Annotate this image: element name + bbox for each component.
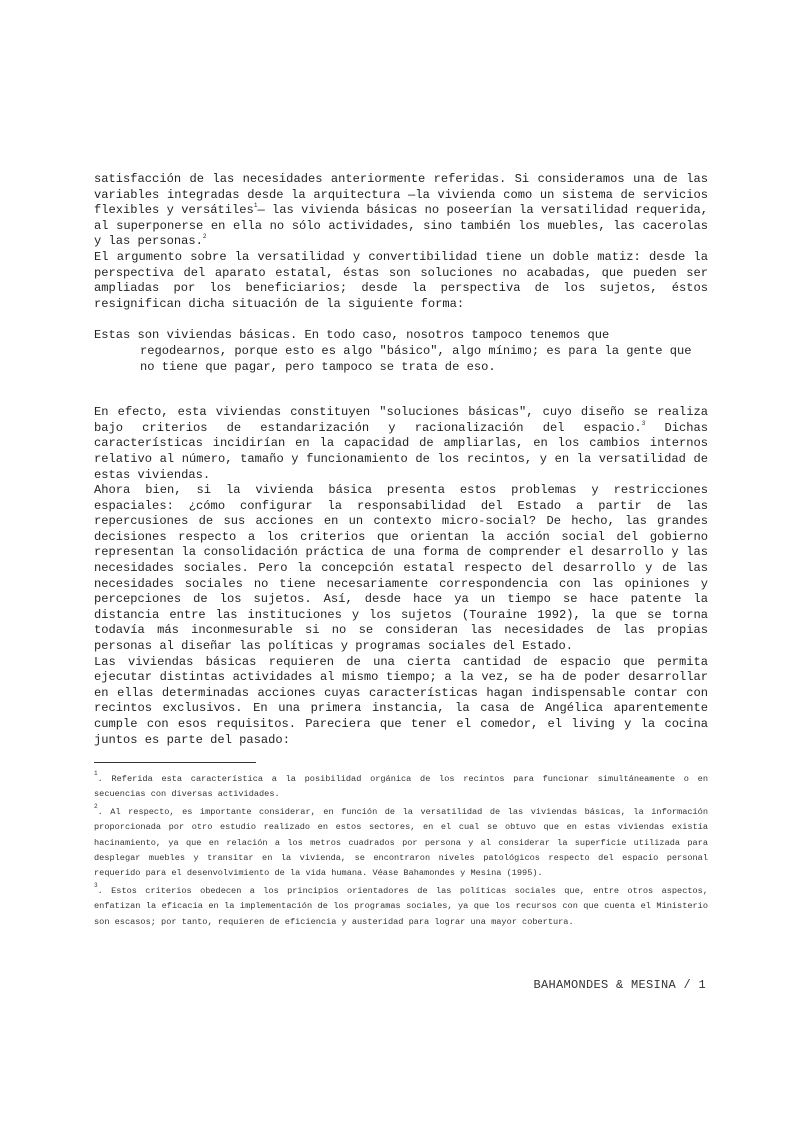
paragraph-5: Las viviendas básicas requieren de una cierta cantidad de espacio que permita ejecutar distintas actividades al mismo tiempo; a la vez, se ha de poder desarrollar en ellas determinadas acciones cuyas características hagan indispensable contar con recintos exclusivos. En una primera instancia, la casa de Angélica aparentemente cumple con esos requisitos. Pareciera que tener el comedor, el living y la cocina juntos es parte del pasado:	[94, 654, 708, 747]
paragraph-3: En efecto, esta viviendas constituyen "soluciones básicas", cuyo diseño se realiza bajo criterios de estandarización y racionalización del espacio.$^3$ Dichas características incidirían en la capacidad de ampliarlas, en los cambios internos relativo al número, tamaño y funcionamiento de los recintos, y en la versatilidad de estas viviendas.	[94, 405, 708, 482]
footnote-3: $^3$. Estos criterios obedecen a los principios orientadores de las políticas sociales que, entre otros aspectos, enfatizan la eficacia en la implementación de los programas sociales, ya que los recursos con que cuenta el Ministerio son escasos; por tanto, requieren de eficiencia y austeridad para lograr una mayor cobertura.	[94, 881, 708, 927]
block-quote	[94, 328, 708, 375]
footnotes	[94, 772, 708, 932]
paragraph-4: Ahora bien, si la vivienda básica presenta estos problemas y restricciones espaciales: ¿cómo configurar la responsabilidad del Estado a partir de las repercusiones de sus acciones en un contexto micro-social? De hecho, las grandes decisiones respecto a los criterios que orientan la acción social del gobierno representan la consolidación práctica de una forma de comprender el desarrollo y las necesidades sociales. Pero la concepción estatal respecto del desarrollo y de las necesidades sociales no tiene necesariamente correspondencia con las opiniones y percepciones de los sujetos. Así, desde hace ya un tiempo se hace patente la distancia entre las instituciones y los sujetos (Touraine 1992), la que se torna todavía más inconmesurable si no se consideran las necesidades de las propias personas al diseñar las políticas y programas sociales del Estado.	[94, 483, 708, 654]
footnote-2: $^2$. Al respecto, es importante considerar, en función de la versatilidad de las viviendas básicas, la información proporcionada por otro estudio realizado en estos sectores, en el cual se obtuvo que en estas viviendas existía hacinamiento, ya que en relación a los metros cuadrados por persona y al considerar la superficie utilizada para desplegar muebles y transitar en la vivienda, se encontraron niveles patológicos respecto del espacio personal requerido para el desenvolvimiento de la vida humana. Véase Bahamondes y Mesina (1995).	[94, 802, 708, 879]
running-footer: BAHAMONDES & MESINA / 1	[533, 978, 706, 992]
quote-first-line: Estas son viviendas básicas. En todo caso, nosotros tampoco tenemos que	[94, 328, 610, 343]
paragraph-2: El argumento sobre la versatilidad y convertibilidad tiene un doble matiz: desde la perspectiva del aparato estatal, éstas son soluciones no acabadas, que pueden ser ampliadas por los beneficiarios; desde la perspectiva de los sujetos, éstos resignifican dicha situación de la siguiente forma:	[94, 249, 708, 311]
footnote-ref-1[interactable]: 1	[253, 202, 258, 210]
footnote-ref-3[interactable]: 3	[641, 419, 646, 427]
footnote-divider	[94, 762, 256, 763]
footnote-ref-2[interactable]: 2	[202, 233, 207, 241]
quote-continuation: regodearnos, porque esto es algo "básico", algo mínimo; es para la gente que no tiene que pagar, pero tampoco se trata de eso.	[140, 343, 692, 374]
paragraph-1: satisfacción de las necesidades anteriormente referidas. Si consideramos una de las variables integradas desde la arquitectura —la vivienda como un sistema de servicios flexibles y versátiles$^1$— las vivienda básicas no poseerían la versatilidad requerida, al superponerse en ella no sólo actividades, sino también los muebles, las cacerolas y las personas.$^2$	[94, 172, 708, 249]
footnote-1: $^1$. Referida esta característica a la posibilidad orgánica de los recintos para funcionar simultáneamente o en secuencias con diversas actividades.	[94, 770, 708, 800]
main-text	[94, 172, 708, 748]
